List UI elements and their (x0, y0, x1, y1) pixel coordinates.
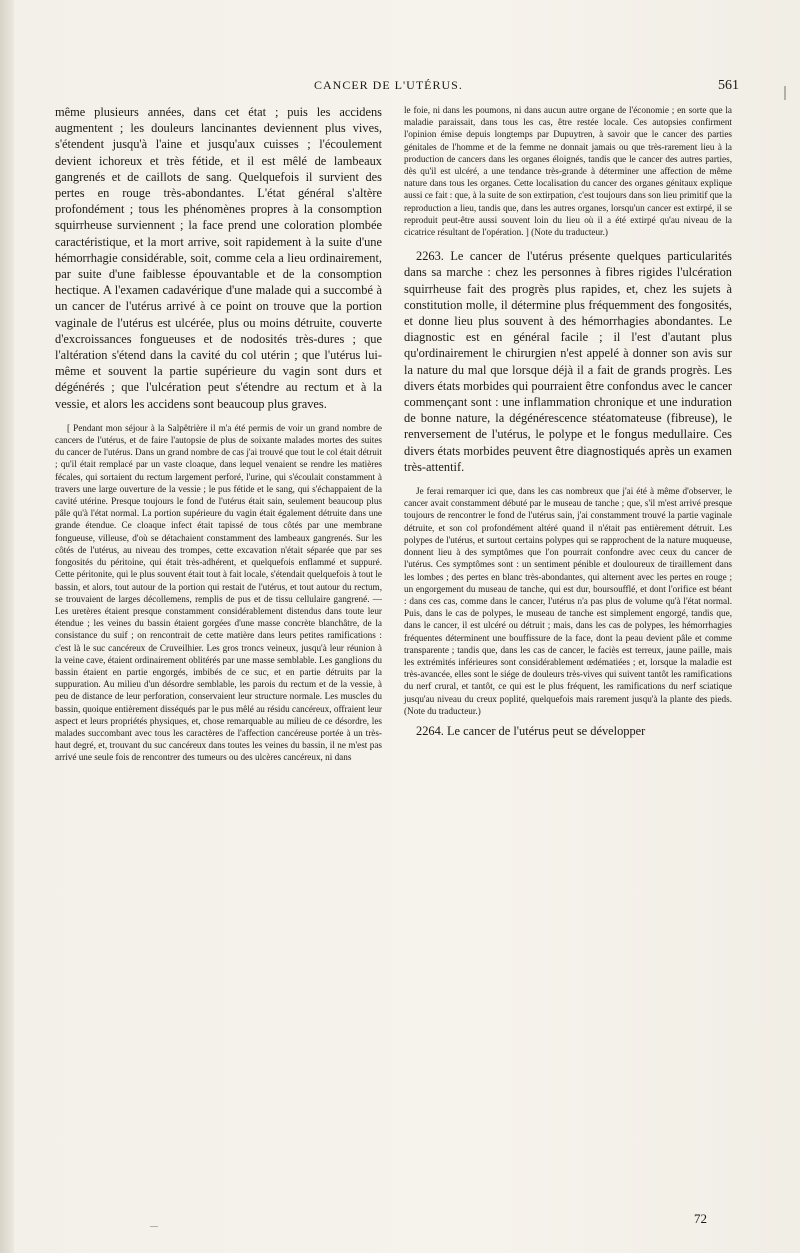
translator-note-2263: Je ferai remarquer ici que, dans les cas nombreux que j'ai été à même d'observer, le cancer avait constamment débuté par le museau de tanche ; que, s'il m'est arrivé presque toujours de rencontrer le fond de l'utérus sain, j'ai constamment trouvé la partie vaginale détruite, et son col profondément altéré quand il n'était pas entièrement détruit. Les polypes de l'utérus, et surtout certains polypes qui se rapprochent de la nature muqueuse, donnent lieu à des symptômes que l'on pourrait confondre avec ceux du cancer de l'utérus. Ces symptômes sont : un sentiment pénible et douloureux de tiraillement dans les lombes ; des pertes en blanc très-abondantes, qui alternent avec les pertes en rouge ; un engorgement du museau de tanche, qui est dur, boursoufflé, et dont l'orifice est béant : dans ces cas, comme dans le cancer, l'utérus n'a pas plus de volume qu'à l'état normal. Puis, dans le cas de polypes, le museau de tanche est simplement engorgé, tandis que, dans le cancer, il est ulcéré ou détruit ; mais, dans les cas de polypes, les hémorrhagies fréquentes déterminent une bouffissure de la face, dont la peau devient pâle et comme transparente ; tandis que, dans les cas de cancer, le faciès est terreux, jaune paille, mais les extrémités inférieures sont considérablement œdématiées ; et, lorsque la maladie est très-avancée, elles sont le siége de douleurs très-vives qui suivent tantôt les ramifications du nerf crural, et tantôt, ce qui est le plus fréquent, les ramifications du nerf sciatique jusqu'au niveau du creux poplité, quelquefois mais rarement jusqu'à la plante des pieds. (Note du traducteur.) (404, 486, 732, 716)
page-number: 561 (718, 78, 739, 93)
running-title: CANCER DE L'UTÉRUS. (314, 78, 463, 92)
right-column (404, 104, 732, 739)
margin-scratch (784, 86, 786, 100)
bottom-scratch (150, 1226, 158, 1227)
signature-mark: 72 (694, 1211, 707, 1226)
section-2263: 2263. Le cancer de l'utérus présente quelques particularités dans sa marche : chez les personnes à fibres rigides l'ulcération squirrheuse fait des progrès plus rapides, et, chez les sujets à constitution molle, il détermine plus fréquemment des fongosités, et donne lieu plus souvent à des hémorrhagies abondantes. Le diagnostic est en général facile ; il l'est d'autant plus qu'ordinairement le chirurgien n'est appelé à donner son avis sur la nature du mal que lorsque déjà il a fait de grands progrès. Les divers états morbides qui pourraient être confondus avec le cancer commençant sont : une inflammation chronique et une induration de bonne nature, la dégénérescence stéatomateuse (fibreuse), le renversement de l'utérus, le polype et le fongus medullaire. Ces divers états morbides peuvent être diagnostiqués après un examen très-attentif. (404, 249, 732, 474)
body-paragraph: même plusieurs années, dans cet état ; puis les accidens augmentent ; les douleurs lancinantes deviennent plus vives, s'étendent jusqu'à l'aine et jusqu'aux cuisses ; l'écoulement devient ichoreux et très fétide, et il est mêlé de lambeaux gangrenés et de caillots de sang. Quelquefois il survient des pertes en rouge très-abondantes. L'état général s'altère profondément ; tous les phénomènes propres à la consomption squirrheuse surviennent ; la face prend une coloration plombée caractéristique, et la mort arrive, soit rapidement à la suite d'une hémorrhagie considérable, soit, comme cela a lieu ordinairement, par suite d'une faiblesse épouvantable et de la consomption hectique. A l'examen cadavérique d'une malade qui a succombé à un cancer de l'utérus arrivé à ce point on trouve que la portion vaginale de l'utérus est ulcérée, plus ou moins détruite, couverte d'excroissances fongueuses et de nodosités très-dures ; que l'altération s'étend dans la cavité du col utérin ; que l'utérus lui-même et souvent la partie supérieure du vagin sont durs et dégénérés ; que l'ulcération peut s'étendre au rectum et à la vessie, et alors les accidens sont beaucoup plus graves. (55, 105, 382, 411)
section-2264: 2264. Le cancer de l'utérus peut se développer (416, 723, 646, 738)
translator-note-continued: le foie, ni dans les poumons, ni dans aucun autre organe de l'économie ; en sorte que la maladie paraissait, dans tous les cas, être restée locale. Ces autopsies confirment l'opinion émise depuis longtemps par Dupuytren, à savoir que le cancer des parties génitales de l'homme et de la femme ne donnait jamais ou que très-rarement lieu à la production de cancers dans les organes éloignés, tandis que le cancer des autres parties, dès qu'il est ulcéré, a une tendance très-grande à déterminer une affection de même nature dans tous les organes. Cette localisation du cancer des organes génitaux explique aussi ce fait : que, à la suite de son extirpation, c'est toujours dans son lieu primitif que la reproduction a lieu, tandis que, dans les autres organes, lorsqu'un cancer est extirpé, il se reproduit peut-être aussi souvent loin du lieu où il a été extirpé qu'au niveau de la cicatrice résultant de l'opération. ] (Note du traducteur.) (404, 105, 732, 238)
binding-gutter (0, 0, 14, 1253)
left-column (55, 104, 382, 764)
translator-note: [ Pendant mon séjour à la Salpêtrière il m'a été permis de voir un grand nombre de cancers de l'utérus, et de faire l'autopsie de plus de soixante malades mortes des suites du cancer de l'utérus. Dans un grand nombre de cas j'ai trouvé que tout le col était détruit ; qu'il était remplacé par un vaste cloaque, dans lequel venaient se rendre les matières fécales, qui sortaient du rectum largement perforé, l'urine, qui s'écoulait constamment à travers une large ouverture de la vessie ; le pus fétide et le sang, qui s'échappaient de la cavité utérine. Presque toujours le fond de l'utérus était sain, seulement beaucoup plus pâle qu'à l'état normal. La portion supérieure du vagin était également détruite dans une grande étendue. Ce cloaque infect était tapissé de tous côtés par une membrane fongueuse, villeuse, d'où se détachaient constamment des lambeaux gangrenés. Sur les côtés de l'utérus, au niveau des trompes, cette excavation n'était séparée que par ses fongosités du péritoine, qui était très-adhérent, et quelquefois enflammé et suppuré. Cette péritonite, qui le plus souvent était tout à fait locale, s'étendait quelquefois à tout le bassin, et alors, tout autour de la portion qui restait de l'utérus, et tout autour du rectum, se trouvaient de larges décollemens, remplis de pus et de tissu cellulaire gangrené. — Les uretères étaient presque constamment considérablement distendus dans toute leur étendue ; les veines du bassin étaient gorgées d'une masse concrète blanchâtre, de la consistance du suif ; on rencontrait de cette matière dans leurs petites ramifications : c'est là le suc cancéreux de Cruveilhier. Les gros troncs veineux, jusqu'à leur réunion à la veine cave, étaient ordinairement oblitérés par une masse semblable. Les ganglions du bassin étaient en partie engorgés, imbibés de ce suc, et en partie détruits par la suppuration. Au milieu d'un désordre semblable, les parois du rectum et de la vessie, à peu de distance de leur perforation, conservaient leur structure normale. Les muscles du bassin, quoique entièrement disséqués par le pus mêlé au résidu cancéreux, offraient leur aspect et leurs propriétés physiques, et, chose remarquable au milieu de ce désordre, les malades succombant avec tous les caractères de l'affection cancéreuse portée à un très-haut degré, et, trouvant du suc cancéreux dans toutes les veines du bassin, il ne m'est pas arrivé une seule fois de rencontrer des tumeurs ou des ulcères cancéreux, ni dans (55, 422, 382, 763)
running-header (0, 78, 800, 98)
